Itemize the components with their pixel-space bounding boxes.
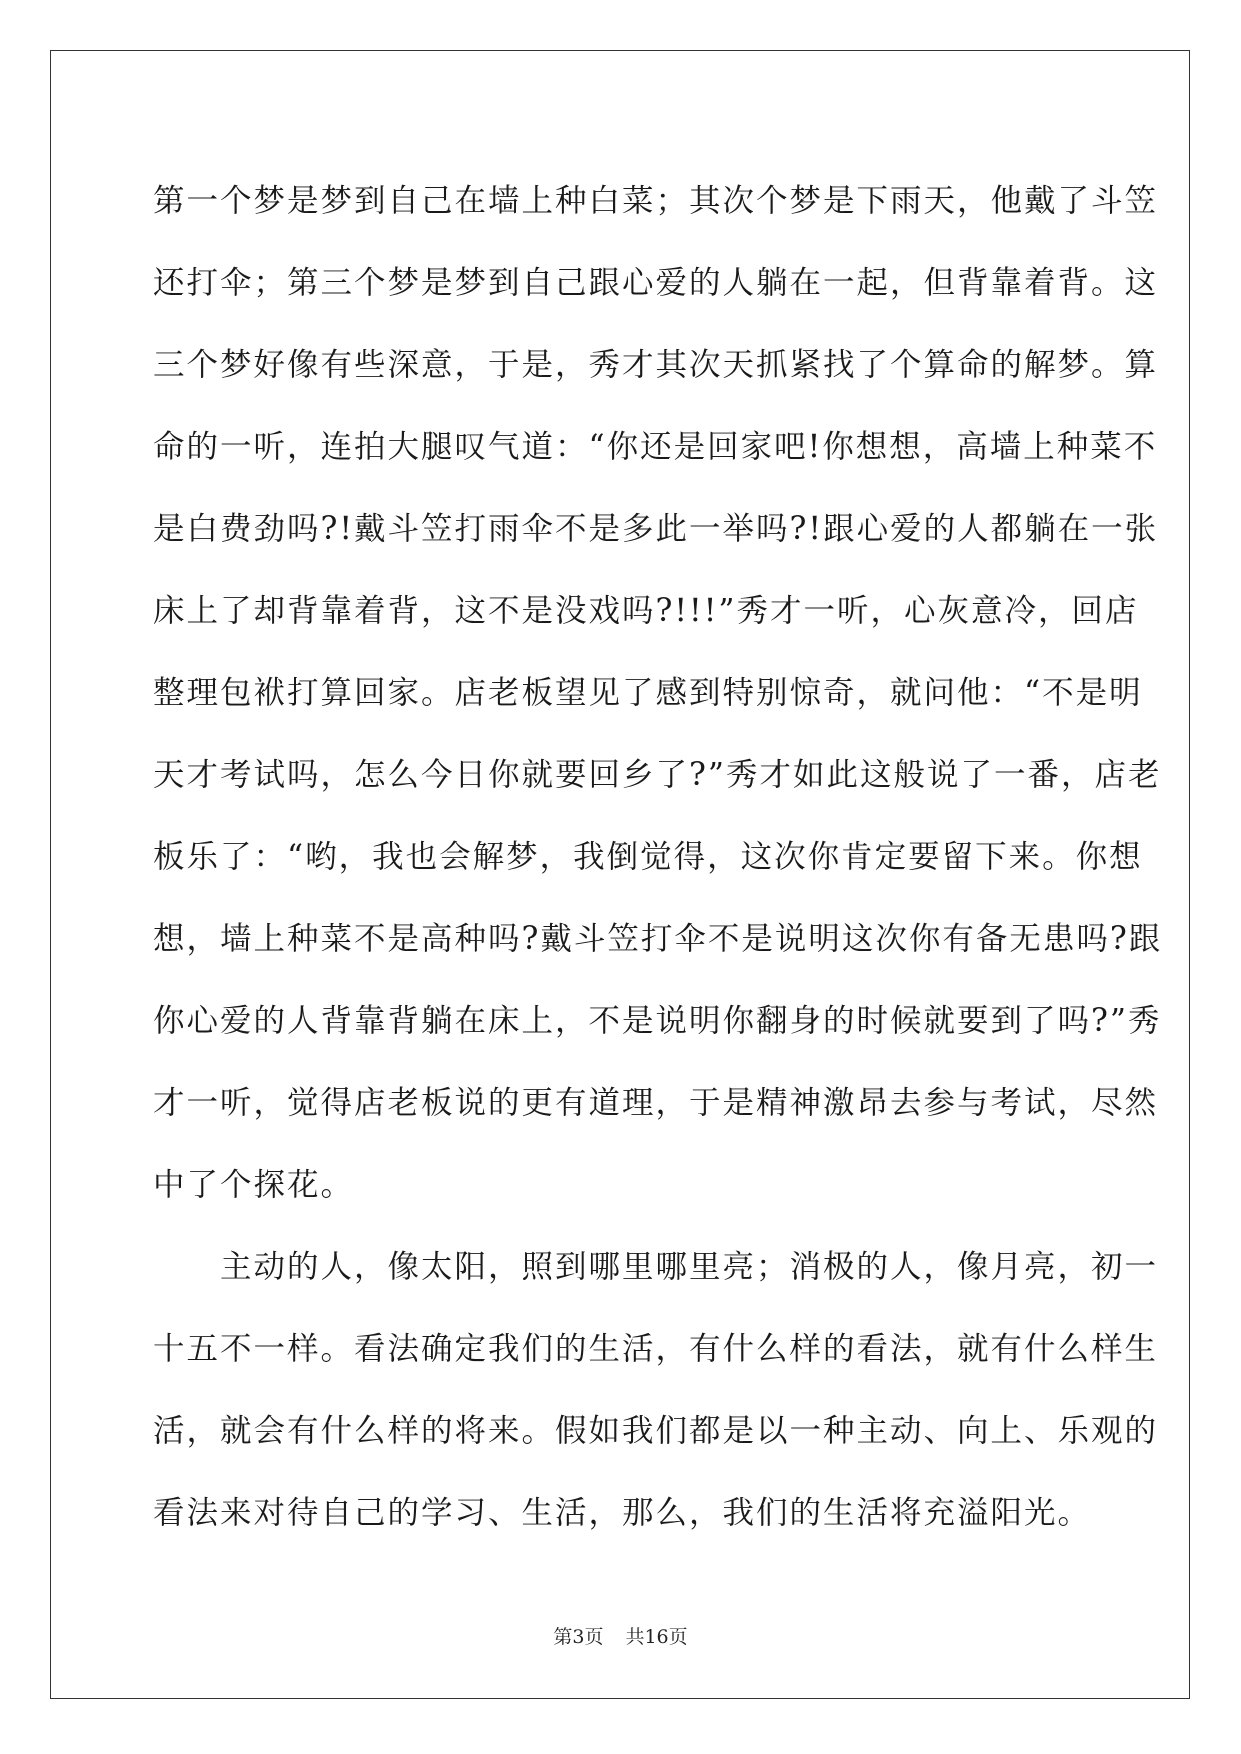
text-line: 板乐了：“哟，我也会解梦，我倒觉得，这次你肯定要留下来。你想 <box>153 839 1143 875</box>
text-line: 看法来对待自己的学习、生活，那么，我们的生活将充溢阳光。 <box>153 1495 1092 1531</box>
text-line: 整理包袱打算回家。店老板望见了感到特别惊奇，就问他：“不是明 <box>153 675 1143 711</box>
text-line: 你心爱的人背靠背躺在床上，不是说明你翻身的时候就要到了吗?”秀 <box>153 1003 1162 1039</box>
page-total: 共16页 <box>625 1626 688 1648</box>
document-body <box>153 160 1163 1554</box>
text-line: 十五不一样。看法确定我们的生活，有什么样的看法，就有什么样生 <box>153 1331 1159 1367</box>
paragraph-2 <box>153 1226 1159 1554</box>
text-line: 第一个梦是梦到自己在墙上种白菜；其次个梦是下雨天，他戴了斗笠 <box>153 183 1159 219</box>
text-line: 天才考试吗，怎么今日你就要回乡了?”秀才如此这般说了一番，店老 <box>153 757 1162 793</box>
page-number: 第3页 <box>553 1626 604 1648</box>
text-line: 床上了却背靠着背，这不是没戏吗?!!!”秀才一听，心灰意冷，回店 <box>153 593 1139 629</box>
text-line: 命的一听，连拍大腿叹气道：“你还是回家吧!你想想，高墙上种菜不 <box>153 429 1158 465</box>
paragraph-1 <box>153 160 1163 1226</box>
text-line: 三个梦好像有些深意，于是，秀才其次天抓紧找了个算命的解梦。算 <box>153 347 1159 383</box>
text-line: 还打伞；第三个梦是梦到自己跟心爱的人躺在一起，但背靠着背。这 <box>153 265 1159 301</box>
text-line: 是白费劲吗?!戴斗笠打雨伞不是多此一举吗?!跟心爱的人都躺在一张 <box>153 511 1159 547</box>
page-footer <box>0 1622 1241 1649</box>
text-line: 中了个探花。 <box>153 1167 355 1203</box>
text-line: 活，就会有什么样的将来。假如我们都是以一种主动、向上、乐观的 <box>153 1413 1159 1449</box>
text-line: 想，墙上种菜不是高种吗?戴斗笠打伞不是说明这次你有备无患吗?跟 <box>153 921 1163 957</box>
text-line: 主动的人，像太阳，照到哪里哪里亮；消极的人，像月亮，初一 <box>153 1249 1159 1285</box>
text-line: 才一听，觉得店老板说的更有道理，于是精神激昂去参与考试，尽然 <box>153 1085 1159 1121</box>
